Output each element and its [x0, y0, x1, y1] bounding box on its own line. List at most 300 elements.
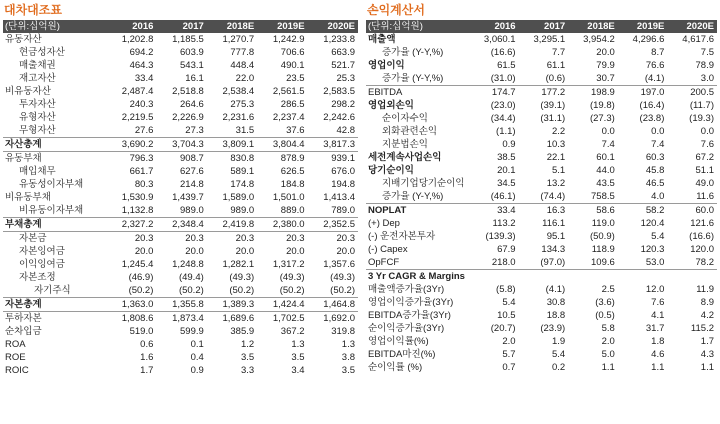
year-header: 2018E — [226, 21, 255, 32]
cell-value: 31.5 — [235, 125, 255, 136]
cell-value: 1.9 — [551, 336, 566, 347]
cell-value: 20.3 — [106, 232, 156, 246]
cell-value: 1,389.3 — [207, 298, 257, 312]
table-row — [3, 218, 358, 232]
cell-value: (97.0) — [540, 257, 566, 268]
cell-value: 706.6 — [280, 47, 305, 58]
table-row — [366, 86, 717, 100]
cell-value: 11.6 — [696, 191, 714, 202]
cell-value: 20.0 — [336, 246, 355, 257]
cell-value: 16.3 — [519, 204, 569, 218]
cell-value: 4,296.6 — [632, 34, 665, 45]
cell-value: 5.7 — [502, 349, 516, 360]
cell-value: (23.8) — [639, 113, 665, 124]
table-row — [3, 258, 358, 271]
table-row — [366, 59, 717, 72]
table-row — [3, 191, 358, 204]
cell-value: 33.4 — [134, 73, 154, 84]
cell-value: 20.0 — [286, 246, 305, 257]
table-row — [366, 230, 717, 243]
table-row — [366, 335, 717, 348]
cell-value: 240.3 — [129, 99, 154, 110]
row-label: 현금성자산 — [19, 47, 65, 58]
cell-value: 22.1 — [546, 152, 566, 163]
row-label: 투하자본 — [3, 312, 106, 326]
row-label: EBITDA증가율(3Yr) — [368, 310, 451, 321]
table-row — [366, 348, 717, 361]
row-label: 증가율 (Y-Y,%) — [382, 191, 444, 202]
cell-value: 31.7 — [645, 323, 665, 334]
table-row — [366, 256, 717, 270]
cell-value: 1.6 — [140, 352, 154, 363]
row-label: 부채총계 — [3, 218, 106, 232]
cell-value: 0.7 — [502, 362, 516, 373]
cell-value: 3,809.1 — [207, 138, 257, 152]
cell-value: 3,690.2 — [106, 138, 156, 152]
cell-value: 116.1 — [542, 218, 566, 229]
cell-value: 177.2 — [519, 86, 569, 100]
year-header: 2017 — [182, 21, 204, 32]
cell-value: 5.8 — [601, 323, 615, 334]
cell-value: 1,873.4 — [156, 312, 206, 326]
cell-value: (50.2) — [128, 285, 154, 296]
row-label: 순차입금 — [5, 326, 42, 337]
cell-value: 58.6 — [568, 204, 618, 218]
cell-value: 42.8 — [336, 125, 355, 136]
cell-value: 286.5 — [280, 99, 305, 110]
cell-value: 676.0 — [331, 166, 355, 177]
balance-sheet-table — [3, 20, 358, 377]
cell-value: 2.0 — [502, 336, 516, 347]
cell-value: 4.0 — [651, 191, 665, 202]
cell-value: 989.0 — [230, 205, 255, 216]
row-label: 매입채무 — [19, 166, 56, 177]
row-label: 투자자산 — [19, 99, 56, 110]
cell-value: 490.1 — [280, 60, 305, 71]
cell-value: 2.0 — [601, 336, 615, 347]
cell-value: 22.0 — [235, 73, 255, 84]
cell-value: 1.2 — [240, 339, 255, 350]
table-row — [366, 204, 717, 218]
cell-value: 218.0 — [491, 257, 516, 268]
cell-value: 1.1 — [700, 362, 714, 373]
cell-value: 0.1 — [190, 339, 204, 350]
cell-value: 13.2 — [546, 178, 566, 189]
cell-value: 119.0 — [591, 218, 615, 229]
cell-value: 2,352.5 — [308, 218, 358, 232]
cell-value: 78.9 — [695, 60, 714, 71]
row-label: ROA — [5, 339, 26, 350]
cell-value: 43.5 — [596, 178, 615, 189]
cell-value: 197.0 — [618, 86, 668, 100]
cell-value: (16.6) — [689, 231, 714, 242]
cell-value: 939.1 — [308, 152, 358, 166]
cell-value: 67.2 — [695, 152, 714, 163]
table-row — [3, 204, 358, 218]
cell-value: 184.8 — [280, 179, 305, 190]
table-row — [366, 164, 717, 177]
cell-value: 1,245.4 — [121, 259, 154, 270]
cell-value: (139.3) — [485, 231, 516, 242]
row-label: 순이익증가율(3Yr) — [368, 323, 445, 334]
row-label: 매출액 — [368, 34, 396, 45]
cell-value: 23.5 — [286, 73, 305, 84]
table-row — [3, 59, 358, 72]
table-header-row — [366, 20, 717, 33]
cell-value: 1,355.8 — [156, 298, 206, 312]
row-label: 유동부채 — [3, 152, 106, 166]
cell-value: 115.2 — [690, 323, 714, 334]
table-row — [3, 138, 358, 152]
cell-value: 1,413.4 — [323, 192, 355, 203]
cell-value: 5.4 — [502, 297, 516, 308]
cell-value: 3,804.4 — [257, 138, 307, 152]
cell-value: 3.3 — [240, 365, 255, 376]
cell-value: 78.2 — [695, 257, 714, 268]
cell-value: 12.0 — [645, 284, 665, 295]
cell-value: 2,583.5 — [323, 86, 355, 97]
cell-value: 2,237.4 — [272, 112, 305, 123]
cell-value: 7.6 — [651, 297, 665, 308]
cell-value: 49.0 — [695, 178, 714, 189]
table-row — [366, 190, 717, 204]
cell-value: (46.1) — [490, 191, 516, 202]
cell-value: 46.5 — [645, 178, 665, 189]
year-header: 2020E — [327, 21, 355, 32]
cell-value: 33.4 — [469, 204, 519, 218]
cell-value: (31.1) — [540, 113, 566, 124]
cell-value: 27.3 — [185, 125, 204, 136]
cell-value: 367.2 — [280, 326, 305, 337]
cell-value: 2,242.6 — [323, 112, 355, 123]
cell-value: 2,380.0 — [257, 218, 307, 232]
cell-value: (31.0) — [490, 73, 516, 84]
cell-value: 2,518.8 — [172, 86, 204, 97]
cell-value: 25.3 — [336, 73, 355, 84]
cell-value: (0.6) — [545, 73, 566, 84]
cell-value: 20.0 — [596, 47, 615, 58]
cell-value: 0.2 — [551, 362, 566, 373]
income-statement-title: 손익계산서 — [367, 3, 425, 17]
cell-value: 1,439.7 — [172, 192, 204, 203]
table-row — [366, 309, 717, 322]
cell-value: (0.5) — [595, 310, 615, 321]
income-statement-panel — [366, 0, 717, 374]
cell-value: 603.9 — [180, 47, 204, 58]
cell-value: 45.8 — [645, 165, 665, 176]
cell-value: 1,424.4 — [257, 298, 307, 312]
cell-value: 264.6 — [180, 99, 204, 110]
cell-value: 1,692.0 — [308, 312, 358, 326]
year-header: 2016 — [494, 21, 516, 32]
cell-value: 3.5 — [291, 352, 305, 363]
cell-value — [667, 270, 717, 284]
table-row — [3, 351, 358, 364]
row-label: 3 Yr CAGR & Margins — [366, 270, 469, 284]
cell-value: 2.2 — [551, 126, 566, 137]
cell-value: (49.3) — [330, 272, 355, 283]
cell-value: (74.4) — [540, 191, 566, 202]
cell-value: 1,185.5 — [172, 34, 204, 45]
cell-value: 0.4 — [190, 352, 204, 363]
cell-value: 7.4 — [651, 139, 665, 150]
table-row — [366, 112, 717, 125]
row-label: 자산총계 — [3, 138, 106, 152]
table-row — [3, 152, 358, 166]
cell-value: 34.5 — [497, 178, 516, 189]
cell-value: 37.6 — [286, 125, 305, 136]
cell-value: 3.5 — [341, 365, 355, 376]
cell-value — [519, 270, 569, 284]
cell-value: 2,561.5 — [272, 86, 305, 97]
cell-value: 30.7 — [596, 73, 615, 84]
table-row — [366, 33, 717, 46]
cell-value: (50.2) — [279, 285, 305, 296]
cell-value: 67.9 — [497, 244, 516, 255]
cell-value: 44.0 — [596, 165, 615, 176]
cell-value: 1,363.0 — [106, 298, 156, 312]
row-label: 재고자산 — [19, 73, 56, 84]
cell-value: 174.8 — [230, 179, 255, 190]
year-header: 2020E — [686, 21, 714, 32]
cell-value: 20.3 — [308, 232, 358, 246]
cell-value: 543.1 — [180, 60, 204, 71]
table-row — [366, 296, 717, 309]
cell-value: 626.5 — [280, 166, 305, 177]
year-header: 2017 — [544, 21, 566, 32]
table-row — [3, 271, 358, 284]
cell-value: 10.3 — [546, 139, 566, 150]
table-row — [3, 85, 358, 98]
cell-value: 599.9 — [180, 326, 204, 337]
cell-value: 3,954.2 — [583, 34, 615, 45]
cell-value: 120.0 — [690, 244, 714, 255]
cell-value: 1.3 — [291, 339, 305, 350]
cell-value: 60.3 — [645, 152, 665, 163]
cell-value: (5.8) — [496, 284, 516, 295]
cell-value: 589.1 — [230, 166, 255, 177]
row-label: 자기주식 — [34, 285, 71, 296]
row-label: (-) 운전자본투자 — [368, 231, 436, 242]
row-label: EBITDA — [366, 86, 469, 100]
table-row — [366, 46, 717, 59]
cell-value: (1.1) — [496, 126, 516, 137]
cell-value: 519.0 — [129, 326, 154, 337]
cell-value: 989.0 — [180, 205, 204, 216]
row-label: 세전계속사업손익 — [368, 152, 442, 163]
cell-value: 120.4 — [640, 218, 665, 229]
table-row — [366, 72, 717, 86]
row-label: 영업외손익 — [368, 100, 414, 111]
row-label: 자본조정 — [19, 272, 56, 283]
row-label: 무형자산 — [19, 125, 56, 136]
table-row — [366, 177, 717, 190]
cell-value: 80.3 — [134, 179, 154, 190]
cell-value: 60.1 — [596, 152, 615, 163]
row-label: 비유동자산 — [5, 86, 51, 97]
cell-value: 2,348.4 — [156, 218, 206, 232]
cell-value: 1,242.9 — [272, 34, 305, 45]
row-label: 지분법손익 — [382, 139, 428, 150]
year-header: 2016 — [132, 21, 154, 32]
cell-value: 385.9 — [230, 326, 255, 337]
row-label: 이익잉여금 — [19, 259, 65, 270]
row-label: 매출액증가율(3Yr) — [368, 284, 445, 295]
table-row — [3, 245, 358, 258]
cell-value: 521.7 — [331, 60, 355, 71]
cell-value: 777.8 — [230, 47, 255, 58]
cell-value: (34.4) — [490, 113, 516, 124]
table-row — [3, 232, 358, 246]
cell-value: 8.7 — [651, 47, 665, 58]
year-header: 2019E — [277, 21, 305, 32]
row-label: 외화관련손익 — [382, 126, 438, 137]
cell-value: 889.0 — [280, 205, 305, 216]
cell-value: 661.7 — [129, 166, 154, 177]
cell-value: 1.1 — [651, 362, 665, 373]
cell-value: 58.2 — [618, 204, 668, 218]
cell-value: (50.2) — [229, 285, 255, 296]
cell-value: 1.8 — [651, 336, 665, 347]
row-label: 영업이익증가율(3Yr) — [368, 297, 454, 308]
cell-value: 1.7 — [700, 336, 714, 347]
table-row — [3, 364, 358, 377]
table-row — [366, 283, 717, 296]
cell-value: 1,270.7 — [222, 34, 255, 45]
row-label: 비유동부채 — [5, 192, 51, 203]
cell-value: 4.2 — [700, 310, 714, 321]
table-row — [366, 270, 717, 284]
cell-value: 1.7 — [140, 365, 154, 376]
cell-value: 0.0 — [700, 126, 714, 137]
cell-value: 20.3 — [257, 232, 307, 246]
cell-value: 3,817.3 — [308, 138, 358, 152]
row-label: 유형자산 — [19, 112, 56, 123]
cell-value: 194.8 — [331, 179, 355, 190]
table-row — [3, 124, 358, 138]
cell-value: 1,530.9 — [121, 192, 154, 203]
cell-value: 448.4 — [230, 60, 255, 71]
table-row — [3, 338, 358, 351]
table-row — [3, 312, 358, 326]
cell-value — [568, 270, 618, 284]
cell-value: 0.0 — [651, 126, 665, 137]
table-row — [366, 138, 717, 151]
row-label: (-) Capex — [368, 244, 408, 255]
cell-value: (23.0) — [490, 100, 516, 111]
row-label: 자본금 — [3, 232, 106, 246]
cell-value: 908.7 — [156, 152, 206, 166]
cell-value: 4.6 — [651, 349, 665, 360]
cell-value: 1,501.0 — [272, 192, 305, 203]
cell-value: 2,219.5 — [121, 112, 154, 123]
year-header: 2019E — [636, 21, 665, 32]
table-row — [3, 98, 358, 111]
cell-value: 7.7 — [551, 47, 566, 58]
table-row — [3, 72, 358, 85]
cell-value: (27.3) — [589, 113, 615, 124]
row-label: ROIC — [5, 365, 29, 376]
cell-value: 7.4 — [601, 139, 615, 150]
cell-value: 3.0 — [700, 73, 714, 84]
row-label: 자본총계 — [3, 298, 106, 312]
row-label: 지배기업당기순이익 — [382, 178, 465, 189]
cell-value: 8.9 — [700, 297, 714, 308]
unit-header: (단위:십억원) — [5, 21, 60, 32]
cell-value: 20.3 — [207, 232, 257, 246]
cell-value: 1.1 — [601, 362, 615, 373]
year-header: 2018E — [587, 21, 615, 32]
cell-value: 275.3 — [230, 99, 255, 110]
table-row — [3, 284, 358, 298]
cell-value: (46.9) — [128, 272, 154, 283]
cell-value: 174.7 — [469, 86, 519, 100]
cell-value: 1,282.1 — [222, 259, 255, 270]
cell-value: 2,419.8 — [207, 218, 257, 232]
cell-value: (23.9) — [540, 323, 566, 334]
cell-value: 1,702.5 — [257, 312, 307, 326]
cell-value: (49.3) — [229, 272, 255, 283]
cell-value: 200.5 — [667, 86, 717, 100]
cell-value — [618, 270, 668, 284]
cell-value: 3,295.1 — [533, 34, 566, 45]
cell-value: 20.0 — [134, 246, 154, 257]
cell-value: (19.3) — [689, 113, 714, 124]
table-header-row — [3, 20, 358, 33]
cell-value: (49.3) — [279, 272, 305, 283]
cell-value: 18.8 — [546, 310, 566, 321]
cell-value: 5.1 — [551, 165, 566, 176]
row-label: 순이익률 (%) — [368, 362, 423, 373]
cell-value: 663.9 — [331, 47, 355, 58]
cell-value: (19.8) — [589, 100, 615, 111]
cell-value: 16.1 — [185, 73, 204, 84]
cell-value: (50.2) — [178, 285, 204, 296]
row-label: 비유동이자부채 — [19, 205, 84, 216]
table-row — [3, 33, 358, 46]
cell-value: 627.6 — [180, 166, 204, 177]
cell-value: 20.0 — [235, 246, 255, 257]
cell-value: 27.6 — [134, 125, 154, 136]
row-label: EBITDA마진(%) — [368, 349, 436, 360]
balance-sheet-panel — [3, 0, 358, 377]
cell-value: 79.9 — [596, 60, 615, 71]
cell-value: 20.0 — [185, 246, 204, 257]
cell-value: 1.3 — [341, 339, 355, 350]
cell-value: 214.8 — [180, 179, 204, 190]
cell-value: 109.6 — [591, 257, 615, 268]
cell-value: 1,689.6 — [207, 312, 257, 326]
cell-value: 198.9 — [568, 86, 618, 100]
cell-value: 95.1 — [546, 231, 566, 242]
cell-value: 1,317.2 — [272, 259, 305, 270]
cell-value: 60.0 — [667, 204, 717, 218]
cell-value: (16.6) — [490, 47, 516, 58]
cell-value: 878.9 — [257, 152, 307, 166]
cell-value: 51.1 — [695, 165, 714, 176]
cell-value — [469, 270, 519, 284]
row-label: 순이자수익 — [382, 113, 428, 124]
cell-value: (4.1) — [545, 284, 566, 295]
cell-value: 464.3 — [129, 60, 154, 71]
cell-value: 10.5 — [497, 310, 516, 321]
cell-value: 2,327.2 — [106, 218, 156, 232]
cell-value: 120.3 — [640, 244, 665, 255]
table-row — [366, 151, 717, 164]
row-label: 유동성이자부채 — [19, 179, 84, 190]
cell-value: 1,132.8 — [121, 205, 154, 216]
cell-value: 0.0 — [601, 126, 615, 137]
